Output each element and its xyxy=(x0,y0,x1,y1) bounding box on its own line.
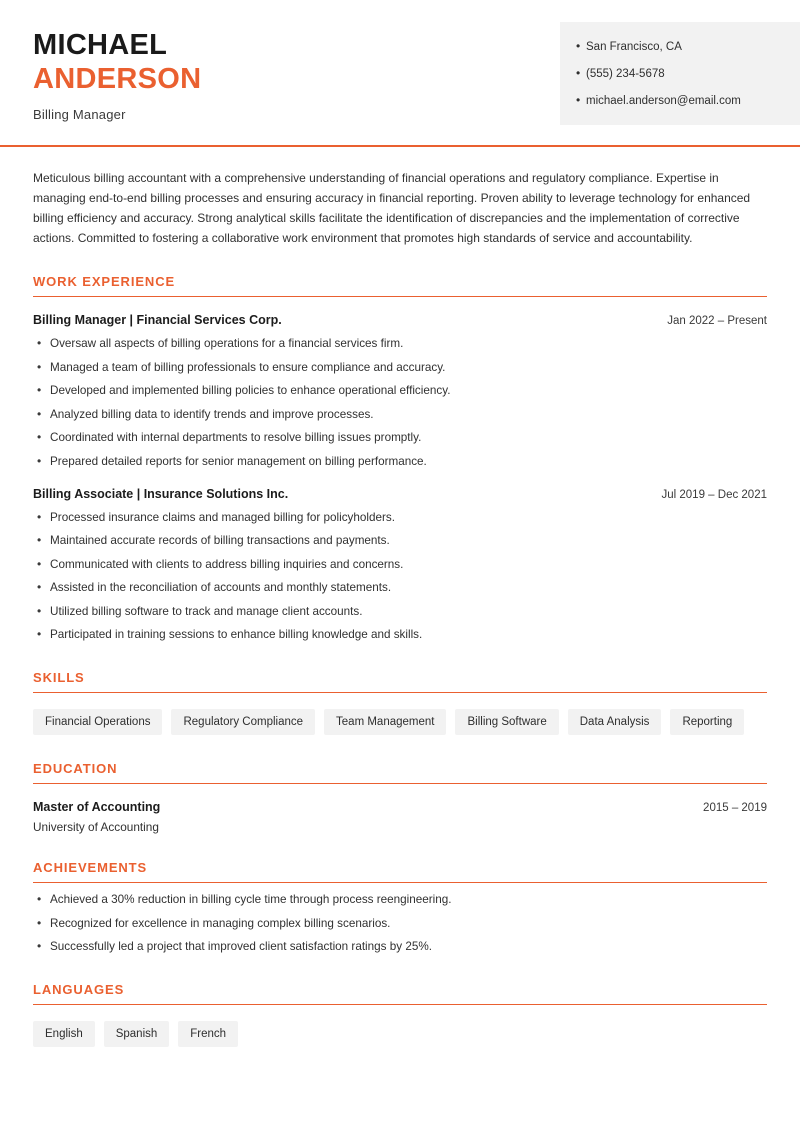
skills-chip-list xyxy=(33,709,767,735)
list-item: • Assisted in the reconciliation of accounts and monthly statements. xyxy=(33,580,767,597)
list-item: • Processed insurance claims and managed billing for policyholders. xyxy=(33,510,767,527)
language-chip: Spanish xyxy=(104,1021,170,1047)
experience-title: Billing Associate | Insurance Solutions Inc. xyxy=(33,486,289,501)
languages-chip-list xyxy=(33,1021,767,1047)
section-title-education: EDUCATION xyxy=(33,761,118,777)
section-achievements xyxy=(33,860,767,956)
section-title-achievements: ACHIEVEMENTS xyxy=(33,860,148,876)
skill-chip: Data Analysis xyxy=(568,709,662,735)
list-item: • Analyzed billing data to identify trends and improve processes. xyxy=(33,407,767,424)
first-name: MICHAEL xyxy=(33,29,168,61)
skill-chip: Team Management xyxy=(324,709,446,735)
resume-body xyxy=(0,169,800,1047)
list-item: • Developed and implemented billing policies to enhance operational efficiency. xyxy=(33,383,767,400)
section-divider xyxy=(33,882,767,883)
contact-email xyxy=(576,94,784,109)
bullet-icon: • xyxy=(576,65,581,80)
language-chip: English xyxy=(33,1021,95,1047)
contact-phone xyxy=(576,67,784,82)
education-entry xyxy=(33,800,767,834)
language-chip: French xyxy=(178,1021,238,1047)
section-title-languages: LANGUAGES xyxy=(33,981,125,997)
section-divider xyxy=(33,692,767,693)
experience-date: Jul 2019 – Dec 2021 xyxy=(661,488,767,501)
list-item: • Maintained accurate records of billing transactions and payments. xyxy=(33,533,767,550)
list-item: • Managed a team of billing professionals to ensure compliance and accuracy. xyxy=(33,360,767,377)
section-languages xyxy=(33,982,767,1047)
list-item: • Participated in training sessions to enhance billing knowledge and skills. xyxy=(33,627,767,644)
bullet-icon: • xyxy=(576,92,581,107)
list-item: • Utilized billing software to track and manage client accounts. xyxy=(33,604,767,621)
section-divider xyxy=(33,296,767,297)
experience-bullets xyxy=(33,510,767,644)
education-degree: Master of Accounting xyxy=(33,800,161,815)
header-divider xyxy=(0,145,800,147)
list-item: • Oversaw all aspects of billing operations for a financial services firm. xyxy=(33,336,767,353)
last-name: ANDERSON xyxy=(33,63,202,96)
experience-bullets xyxy=(33,336,767,470)
section-education xyxy=(33,761,767,834)
experience-title: Billing Manager | Financial Services Corp. xyxy=(33,313,282,328)
education-entry-header xyxy=(33,800,767,814)
skill-chip: Reporting xyxy=(670,709,744,735)
experience-entry xyxy=(33,487,767,644)
list-item: • Recognized for excellence in managing complex billing scenarios. xyxy=(33,916,767,933)
experience-date: Jan 2022 – Present xyxy=(667,315,767,328)
contact-location xyxy=(576,40,784,55)
list-item: • Successfully led a project that improved client satisfaction ratings by 25%. xyxy=(33,939,767,956)
professional-summary: Meticulous billing accountant with a comprehensive understanding of financial operations and regulatory compliance. Expertise in managing end-to-end billing processes and ensuring accuracy in financial reporting. Proven ability to leverage technology for enhanced billing efficiency and accuracy. Strong analytical skills facilitate the identification of discrepancies and the implementation of corrective actions. Committed to fostering a collaborative work environment that promotes high standards of service and accountability. xyxy=(33,170,751,245)
list-item: • Prepared detailed reports for senior management on billing performance. xyxy=(33,454,767,471)
skill-chip: Financial Operations xyxy=(33,709,162,735)
section-divider xyxy=(33,1004,767,1005)
list-item: • Achieved a 30% reduction in billing cycle time through process reengineering. xyxy=(33,892,767,909)
skill-chip: Billing Software xyxy=(455,709,558,735)
experience-entry-header xyxy=(33,487,767,501)
header-identity xyxy=(0,22,201,122)
job-title: Billing Manager xyxy=(33,107,126,123)
education-date: 2015 – 2019 xyxy=(703,802,767,815)
achievements-list xyxy=(33,892,767,956)
contact-block xyxy=(560,22,800,125)
list-item: • Communicated with clients to address billing inquiries and concerns. xyxy=(33,557,767,574)
contact-email-text: michael.anderson@email.com xyxy=(586,94,741,107)
skill-chip: Regulatory Compliance xyxy=(171,709,315,735)
experience-entry xyxy=(33,313,767,470)
education-school: University of Accounting xyxy=(33,820,159,835)
contact-location-text: San Francisco, CA xyxy=(586,41,682,53)
bullet-icon: • xyxy=(576,39,581,53)
section-title-work-experience: WORK EXPERIENCE xyxy=(33,274,176,290)
contact-phone-text: (555) 234-5678 xyxy=(586,67,665,80)
section-skills xyxy=(33,670,767,735)
section-work-experience xyxy=(33,274,767,644)
resume-header xyxy=(0,0,800,125)
experience-entry-header xyxy=(33,313,767,327)
list-item: • Coordinated with internal departments to resolve billing issues promptly. xyxy=(33,430,767,447)
section-title-skills: SKILLS xyxy=(33,670,85,686)
section-divider xyxy=(33,783,767,784)
